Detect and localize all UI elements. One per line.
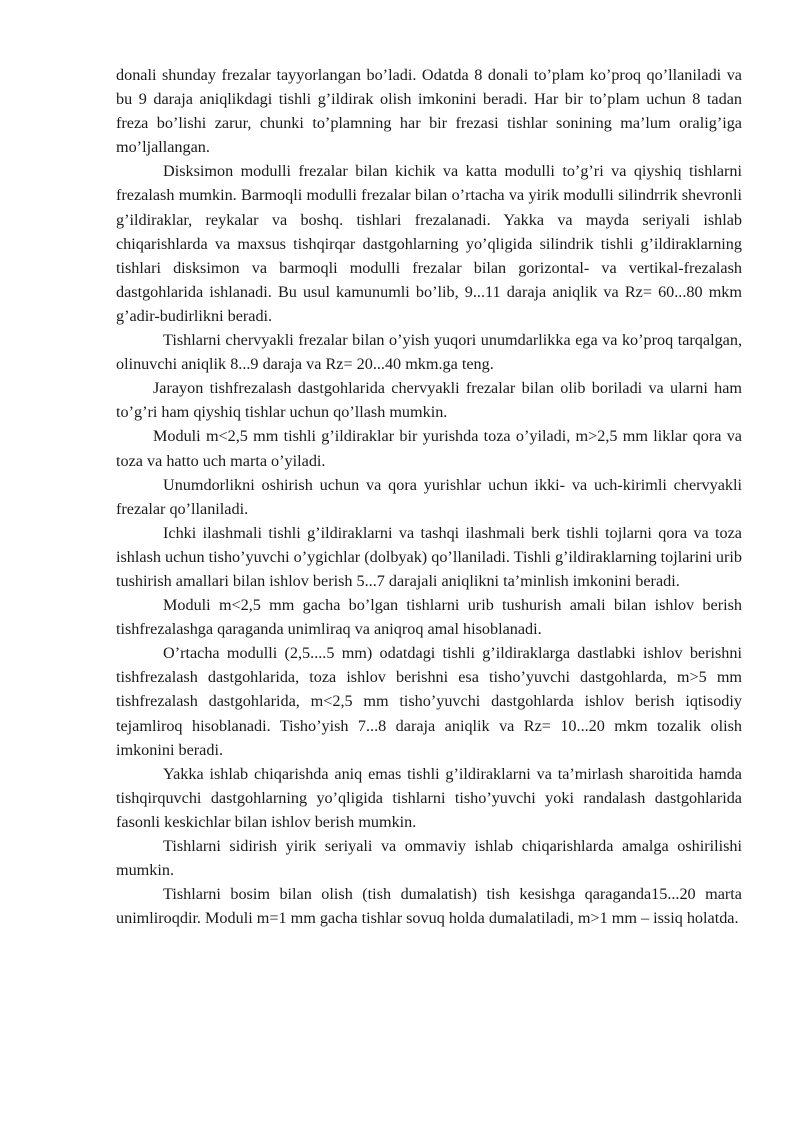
paragraph-module-passes: Moduli m<2,5 mm tishli g’ildiraklar bir yurishda toza o’yiladi, m>2,5 mm liklar qora va toza va hatto uch marta o’yiladi.	[116, 427, 742, 470]
paragraph-rolling: Tishlarni bosim bilan olish (tish dumalatish) tish kesishga qaraganda15...20 marta unimliroqdir. Moduli m=1 mm gacha tishlar sovuq holda dumalatiladi, m>1 mm – issiq holatda.	[116, 885, 742, 928]
paragraph-small-module: Moduli m<2,5 mm gacha bo’lgan tishlarni urib tushurish amali bilan ishlov berish tishfrezalashga qaraganda unimliraq va aniqroq amal hisoblanadi.	[116, 596, 742, 639]
paragraph-continuation: donali shunday frezalar tayyorlangan bo’ladi. Odatda 8 donali to’plam ko’proq qo’llaniladi va bu 9 daraja aniqlikdagi tishli g’ildirak olish imkonini beradi. Har bir to’plam uchun 8 tadan freza bo’lishi zarur, chunki to’plamning har bir frezasi tishlar sonining ma’lum oralig’iga mo’ljallangan.	[116, 66, 742, 157]
paragraph-productivity: Unumdorlikni oshirish uchun va qora yurishlar uchun ikki- va uch-kirimli chervyakli frezalar qo’llaniladi.	[116, 475, 742, 518]
paragraph-worm-mills: Tishlarni chervyakli frezalar bilan o’yish yuqori unumdarlikka ega va ko’proq tarqalgan, olinuvchi aniqlik 8...9 daraja va Rz= 20...40 mkm.ga teng.	[116, 331, 742, 374]
paragraph-broaching: Tishlarni sidirish yirik seriyali va ommaviy ishlab chiqarishlarda amalga oshirilishi mumkin.	[116, 837, 742, 880]
paragraph-process: Jarayon tishfrezalash dastgohlarida chervyakli frezalar bilan olib boriladi va ularni ham to’g’ri ham qiyshiq tishlar uchun qo’llash mumkin.	[116, 379, 742, 422]
paragraph-internal-gears: Ichki ilashmali tishli g’ildiraklarni va tashqi ilashmali berk tishli tojlarni qora va toza ishlash uchun tisho’yuvchi o’ygichlar (dolbyak) qo’llaniladi. Tishli g’ildiraklarning tojlarini urib tushirish amallari bilan ishlov berish 5...7 darajali aniqlikni ta’minlish imkonini beradi.	[116, 523, 742, 590]
paragraph-medium-module: O’rtacha modulli (2,5....5 mm) odatdagi tishli g’ildiraklarga dastlabki ishlov berishni tishfrezalash dastgohlarida, toza ishlov berishni esa tisho’yuvchi dastgohlarda, m>5 mm tishfrezalash dastgohlarida, m<2,5 mm tisho’yuvchi dastgohlarda ishlov berish iqtisodiy tejamliroq hisoblanadi. Tisho’yish 7...8 daraja aniqlik va Rz= 10...20 mkm tozalik olish imkonini beradi.	[116, 644, 742, 759]
paragraph-single-production: Yakka ishlab chiqarishda aniq emas tishli g’ildiraklarni va ta’mirlash sharoitida hamda tishqirquvchi dastgohlarning yo’qligida tishlarni tisho’yuvchi yoki randalash dastgohlarida fasonli keskichlar bilan ishlov berish mumkin.	[116, 764, 742, 831]
paragraph-disk-mills: Disksimon modulli frezalar bilan kichik va katta modulli to’g’ri va qiyshiq tishlarni frezalash mumkin. Barmoqli modulli frezalar bilan o’rtacha va yirik modulli silindrrik shevronli g’ildiraklar, reykalar va boshq. tishlari frezalanadi. Yakka va mayda seriyali ishlab chiqarishlarda va maxsus tishqirqar dastgohlarning yo’qligida silindrik tishli g’ildiraklarning tishlari disksimon va barmoqli modulli frezalar bilan gorizontal- va vertikal-frezalash dastgohlarida ishlanadi. Bu usul kamunumli bo’lib, 9...11 daraja aniqlik va Rz= 60...80 mkm g’adir-budirlikni beradi.	[116, 162, 742, 325]
document-page	[116, 63, 742, 930]
